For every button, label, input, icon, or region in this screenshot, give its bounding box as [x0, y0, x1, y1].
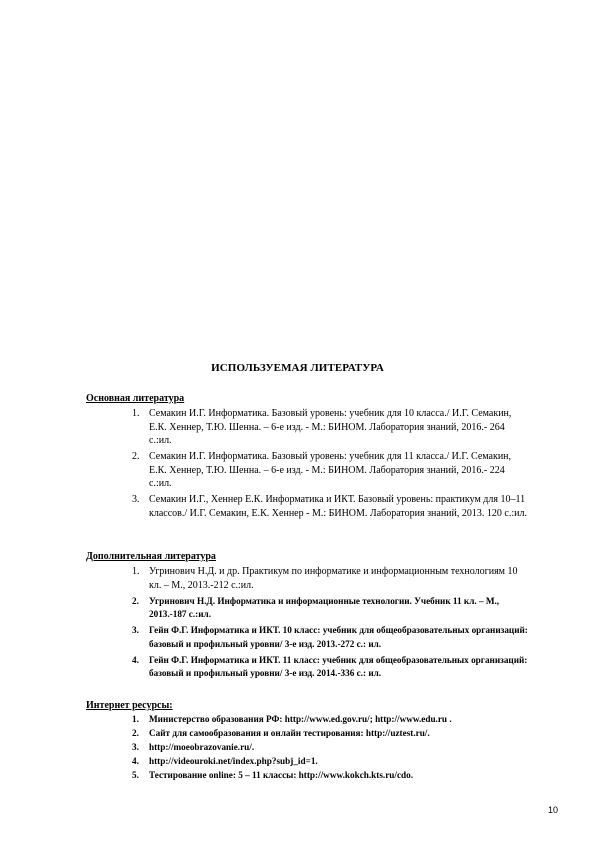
section-heading-main-literature: Основная литература	[86, 393, 185, 404]
item-number: 2.	[132, 451, 140, 462]
item-number: 4.	[132, 654, 139, 665]
list-item	[0, 713, 529, 727]
section-heading-internet-resources: Интернет ресурсы:	[86, 700, 173, 711]
item-number: 1.	[132, 408, 140, 419]
list-item	[0, 769, 529, 783]
list-item	[0, 595, 529, 622]
item-number: 5.	[132, 770, 139, 780]
item-text: Семакин И.Г., Хеннер Е.К. Информатика и ИКТ. Базовый уровень: практикум для 10–11 классов./ И.Г. Семакин, Е.К. Хеннер - М.: БИНОМ. Лаборатория знаний, 2013. 120 с.:ил.	[149, 494, 527, 519]
item-number: 1.	[132, 566, 140, 577]
item-text: Гейн Ф.Г. Информатика и ИКТ. 11 класс: учебник для общеобразовательных организаций: базовый и профильный уровни/ 3-е изд. 2014.-336 с.: ил.	[149, 654, 528, 678]
list-item	[0, 624, 529, 651]
item-text: Семакин И.Г. Информатика. Базовый уровень: учебник для 10 класса./ И.Г. Семакин, Е.К. Хеннер, Т.Ю. Шенна. – 6-е изд. - М.: БИНОМ. Лаборатория знаний, 2016.- 264 с.:ил.	[149, 408, 512, 446]
item-text: Министерство образования РФ: http://www.ed.gov.ru/; http://www.edu.ru .	[149, 714, 452, 724]
list-item	[0, 565, 529, 592]
item-text: Угринович Н.Д. и др. Практикум по информатике и информационным технологиям 10 кл. – М., 2013.-212 с.:ил.	[149, 566, 518, 591]
item-number: 1.	[132, 714, 139, 724]
list-item	[0, 654, 529, 681]
list-item	[0, 741, 529, 755]
item-text: Тестирование online: 5 – 11 классы: http://www.kokch.kts.ru/cdo.	[149, 770, 414, 780]
item-text: http://videouroki.net/index.php?subj_id=1.	[149, 756, 318, 766]
page-number: 10	[548, 805, 559, 815]
item-number: 4.	[132, 756, 139, 766]
page-title: ИСПОЛЬЗУЕМАЯ ЛИТЕРАТУРА	[211, 362, 384, 374]
section-heading-additional-literature: Дополнительная литература	[86, 551, 216, 562]
item-number: 3.	[132, 494, 140, 505]
item-number: 2.	[132, 728, 139, 738]
item-text: http://moeobrazovanie.ru/.	[149, 742, 255, 752]
additional-literature-list	[0, 565, 595, 683]
item-number: 3.	[132, 625, 139, 635]
item-text: Сайт для самообразования и онлайн тестирования: http://uztest.ru/.	[149, 728, 430, 738]
internet-resources-list	[0, 713, 595, 783]
list-item	[0, 727, 529, 741]
list-item	[0, 450, 529, 491]
item-text: Гейн Ф.Г. Информатика и ИКТ. 10 класс: учебник для общеобразовательных организаций: базовый и профильный уровни/ 3-е изд. 2013.-272 с.: ил.	[149, 625, 528, 649]
item-number: 2.	[132, 595, 139, 606]
item-text: Угринович Н.Д. Информатика и информационные технологии. Учебник 11 кл. – М., 2013.-187 с.:ил.	[149, 595, 500, 619]
item-number: 3.	[132, 742, 139, 752]
item-text: Семакин И.Г. Информатика. Базовый уровень: учебник для 11 класса./ И.Г. Семакин, Е.К. Хеннер, Т.Ю. Шенна. – 6-е изд. - М.: БИНОМ. Лаборатория знаний, 2016.- 224 с.:ил.	[149, 451, 512, 489]
list-item	[0, 493, 529, 520]
list-item	[0, 407, 529, 448]
main-literature-list	[0, 407, 595, 523]
list-item	[0, 755, 529, 769]
